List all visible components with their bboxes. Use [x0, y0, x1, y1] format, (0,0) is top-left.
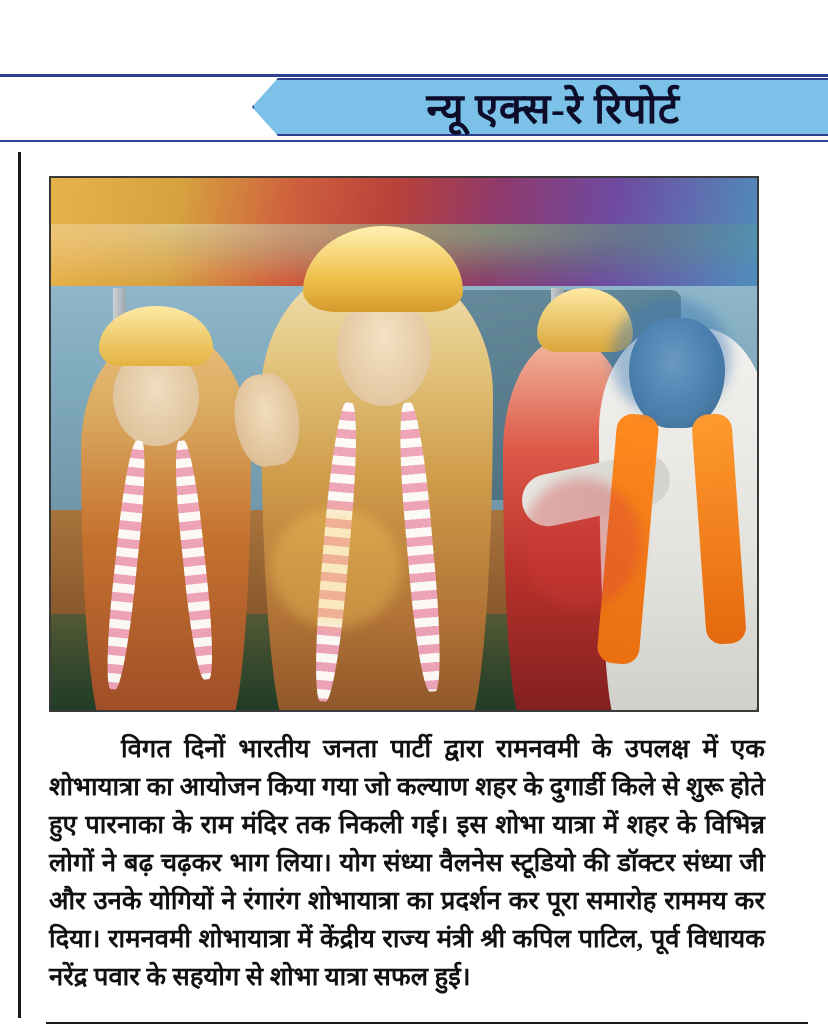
- bottom-divider: [46, 1022, 808, 1024]
- masthead: [0, 74, 828, 136]
- color-powder-blue: [611, 298, 731, 418]
- figure-ram-face: [337, 298, 431, 406]
- masthead-bottom-rule: [0, 140, 828, 142]
- article-container: [18, 152, 813, 1018]
- article-body-text: विगत दिनों भारतीय जनता पार्टी द्वारा रामनवमी के उपलक्ष में एक शोभायात्रा का आयोजन किया गया जो कल्याण शहर के दुगार्डी किले से शुरू होते हुए पारनाका के राम मंदिर तक निकली गई। इस शोभा यात्रा में शहर के विभिन्न लोगों ने बढ़ चढ़कर भाग लिया। योग संध्या वैलनेस स्टूडियो की डॉक्टर संध्या जी और उनके योगियों ने रंगारंग शोभायात्रा का प्रदर्शन कर पूरा समारोह राममय कर दिया। रामनवमी शोभायात्रा में केंद्रीय राज्य मंत्री श्री कपिल पाटिल, पूर्व विधायक नरेंद्र पवार के सहयोग से शोभा यात्रा सफल हुई।: [49, 734, 765, 991]
- color-powder-yellow: [271, 508, 401, 628]
- color-powder-red: [521, 478, 641, 608]
- article-photo: [49, 176, 759, 712]
- masthead-title: न्यू एक्स-रे रिपोर्ट: [426, 86, 680, 133]
- masthead-top-rule: [0, 74, 828, 77]
- photo-canvas: [51, 178, 757, 710]
